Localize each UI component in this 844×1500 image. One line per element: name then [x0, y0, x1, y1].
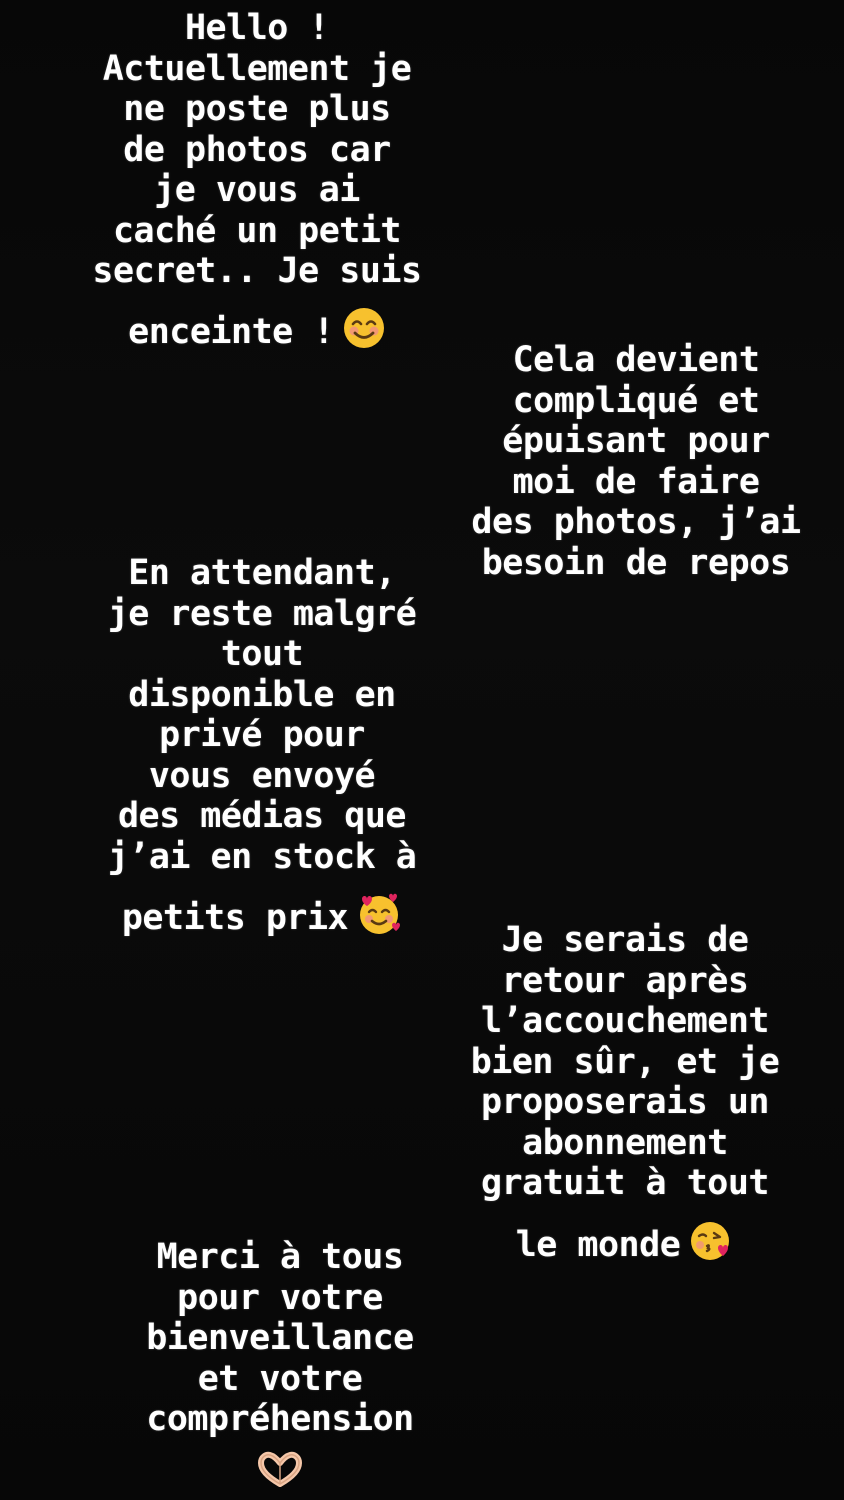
text-line: Hello !	[184, 8, 329, 48]
text-line: En attendant,	[128, 553, 396, 593]
text-line: pour votre	[177, 1277, 383, 1318]
text-line: je reste malgré	[107, 593, 417, 634]
text-line: retour après	[501, 960, 749, 1001]
text-line: ne poste plus	[123, 89, 391, 129]
story-text-block-5	[110, 1237, 450, 1497]
text-line: Merci à tous	[156, 1237, 404, 1277]
text-line-with-emoji	[82, 306, 432, 360]
text-line: proposerais un	[480, 1082, 769, 1122]
story-text-block-3	[92, 553, 432, 947]
text-line: Actuellement je	[102, 48, 412, 89]
smiling-face-icon	[342, 306, 386, 360]
text-line: bienveillance	[146, 1318, 414, 1358]
text-line-with-emoji	[92, 891, 432, 947]
text-line: épuisant pour	[502, 421, 770, 461]
text-line: des médias que	[117, 796, 406, 836]
emoji-line	[110, 1450, 450, 1498]
text-line: besoin de repos	[481, 542, 791, 583]
text-line: compliqué et	[512, 380, 760, 421]
text-line: enceinte !	[128, 311, 334, 352]
story-text-block-4	[450, 920, 800, 1273]
text-line: compréhension	[146, 1399, 414, 1439]
text-line: bien sûr, et je	[470, 1041, 780, 1082]
text-line: Cela devient	[512, 340, 760, 380]
text-line: j’ai en stock à	[107, 836, 417, 877]
text-line: abonnement	[522, 1122, 728, 1163]
text-line: moi de faire	[512, 461, 760, 502]
text-line: petits prix	[121, 897, 349, 938]
text-line: gratuit à tout	[480, 1163, 769, 1203]
text-line: disponible en	[128, 674, 396, 715]
text-line: et votre	[197, 1358, 363, 1399]
heart-hands-icon	[255, 1450, 305, 1498]
text-line: Je serais de	[501, 920, 749, 960]
text-line: le monde	[515, 1224, 681, 1265]
text-line: de photos car	[123, 129, 391, 170]
text-line: secret.. Je suis	[92, 251, 422, 291]
smiling-face-with-hearts-icon	[356, 891, 402, 947]
face-blowing-kiss-icon	[688, 1218, 734, 1274]
story-text-block-1	[82, 8, 432, 359]
text-line: privé pour	[159, 715, 365, 755]
text-line: caché un petit	[112, 210, 401, 251]
text-line: je vous ai	[154, 170, 360, 210]
text-line: vous envoyé	[148, 755, 376, 796]
story-text-block-2	[456, 340, 816, 583]
text-line: l’accouchement	[480, 1001, 769, 1041]
text-line: des photos, j’ai	[471, 502, 801, 542]
text-line-with-emoji	[450, 1218, 800, 1274]
text-line: tout	[220, 634, 304, 674]
